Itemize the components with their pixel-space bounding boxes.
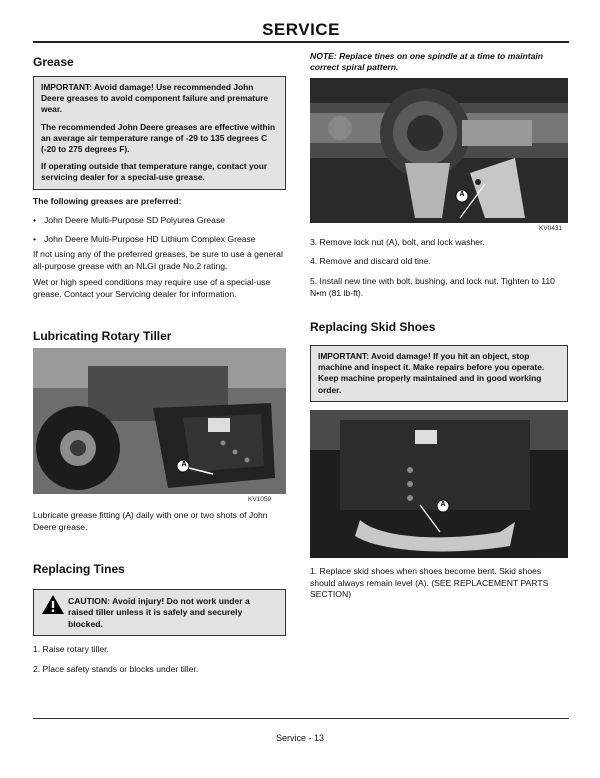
skid-text: 1. Replace skid shoes when shoes become bent. Skid shoes should always remain level (A). (SEE REPLACEMENT PARTS SECTION): [310, 566, 549, 600]
grease-important-3: If operating outside that temperature range, contact your servicing dealer for a special-use grease.: [41, 161, 268, 183]
caution-box: [33, 589, 286, 636]
grease-important-2: The recommended John Deere greases are effective within an average air temperature range of -29 to 135 degrees C (-20 to 275 degrees F).: [41, 121, 276, 155]
lubricating-text: Lubricate grease fitting (A) daily with one or two shots of John Deere grease.: [33, 510, 268, 532]
grease-important-1: IMPORTANT: Avoid damage! Use recommended John Deere greases to avoid component failure and premature wear.: [41, 82, 269, 115]
skid-important-text: IMPORTANT: Avoid damage! If you hit an object, stop machine and inspect it. Make repairs before you operate. Keep machine properly maintained and in good working order.: [318, 351, 545, 395]
grease-important-box: [33, 76, 286, 190]
footer-rule: [33, 718, 569, 719]
photo-code: KV0431: [539, 225, 563, 232]
photo-code: KV1065: [539, 551, 563, 558]
tines-step-1: 1. Raise rotary tiller.: [33, 644, 109, 654]
skid-illustration: [310, 410, 568, 558]
grease-paragraph-2: Wet or high speed conditions may require use of a special-use grease. Contact your Servicing dealer for information.: [33, 277, 271, 299]
tine-illustration: [310, 78, 568, 223]
callout-a: A: [181, 461, 187, 468]
header-rule: [33, 41, 569, 43]
photo-code: KV1059: [248, 496, 272, 503]
tines-step-3: 3. Remove lock nut (A), bolt, and lock washer.: [310, 237, 485, 247]
tines-step-5: 5. Install new tine with bolt, bushing, and lock nut. Tighten to 110 N•m (81 lb-ft).: [310, 276, 555, 298]
skid-photo: [310, 410, 568, 558]
grease-list: [33, 215, 291, 252]
page-title: SERVICE: [262, 20, 340, 39]
warning-icon: [41, 594, 65, 615]
caution-text: CAUTION: Avoid injury! Do not work under a raised tiller unless it is safely and securely blocked.: [68, 596, 250, 629]
skid-heading: Replacing Skid Shoes: [310, 320, 436, 334]
tines-note: NOTE: Replace tines on one spindle at a time to maintain correct spiral pattern.: [310, 51, 544, 73]
callout-a: A: [459, 191, 465, 198]
grease-paragraph-1: If not using any of the preferred greases, be sure to use a general all-purpose grease with an NLGI grade No.2 rating.: [33, 249, 283, 271]
tiller-illustration: [33, 348, 286, 494]
preferred-intro: The following greases are preferred:: [33, 196, 182, 206]
page-header: [33, 17, 569, 43]
tiller-photo: [33, 348, 286, 494]
tine-photo: [310, 78, 568, 223]
grease-heading: Grease: [33, 55, 74, 69]
tines-step-2: 2. Place safety stands or blocks under tiller.: [33, 664, 199, 674]
tines-step-4: 4. Remove and discard old tine.: [310, 256, 431, 266]
callout-a: A: [440, 501, 446, 508]
tines-heading: Replacing Tines: [33, 562, 125, 576]
list-item: • John Deere Multi-Purpose SD Polyurea Grease: [33, 215, 291, 227]
lubricating-heading: Lubricating Rotary Tiller: [33, 329, 172, 343]
skid-important-box: [310, 345, 568, 402]
page-number: Service - 13: [275, 733, 325, 743]
list-item: • John Deere Multi-Purpose HD Lithium Complex Grease: [33, 234, 291, 246]
